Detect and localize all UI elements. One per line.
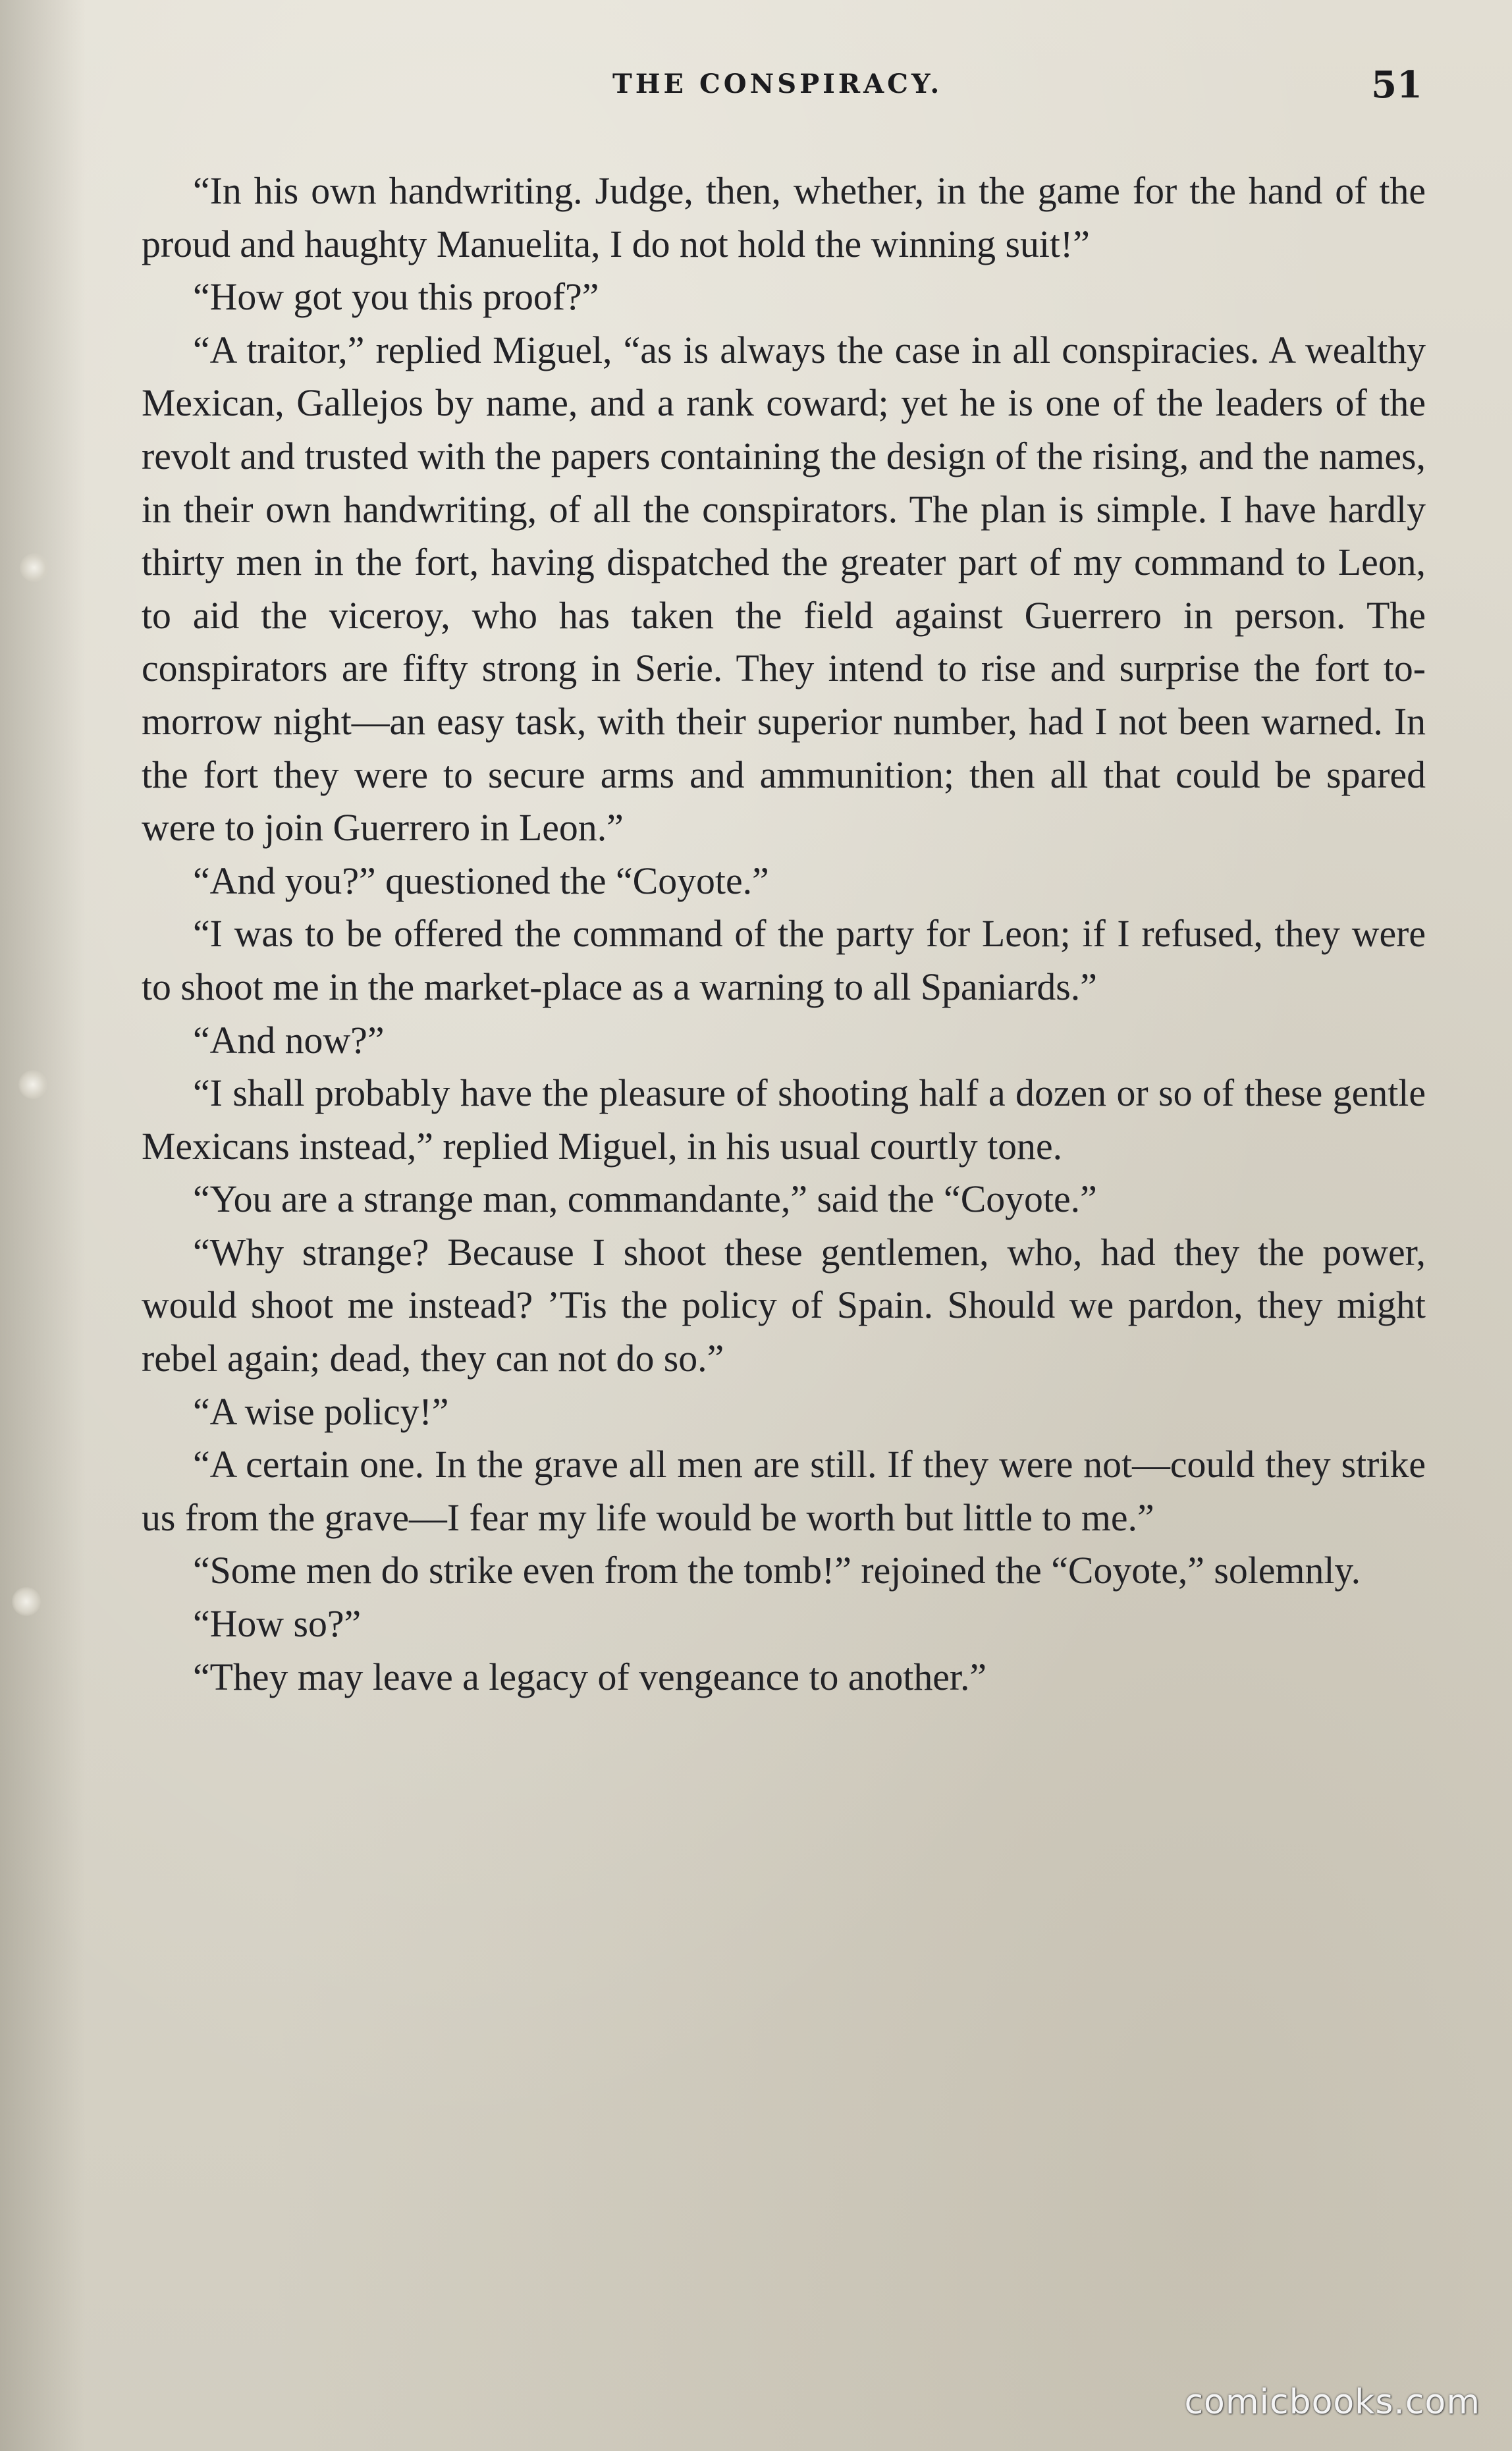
paragraph: “A wise policy!”	[193, 1389, 449, 1433]
paragraph: “I was to be offered the command of the party for Leon; if I refused, they were to shoot me in the market-place as a warning to all Spaniards.”	[142, 912, 1426, 1008]
paper-damage-mark	[20, 553, 49, 582]
paragraph: “And you?” questioned the “Coyote.”	[193, 859, 769, 902]
paragraph: “Why strange? Because I shoot these gentlemen, who, had they the power, would shoot me instead? ’Tis the policy of Spain. Should we pardon, they might rebel again; dead, they can not do so.”	[142, 1230, 1426, 1380]
page-header	[151, 63, 1422, 116]
paragraph: “How so?”	[193, 1602, 362, 1646]
page-gutter-shadow	[0, 0, 86, 2451]
running-title: THE CONSPIRACY.	[612, 68, 943, 99]
paper-damage-mark	[12, 1587, 41, 1616]
page-number: 51	[1371, 63, 1422, 107]
paragraph: “They may leave a legacy of vengeance to another.”	[193, 1655, 987, 1698]
paper-damage-mark	[18, 1070, 47, 1099]
paragraph: “You are a strange man, commandante,” said the “Coyote.”	[193, 1177, 1097, 1221]
paragraph: “How got you this proof?”	[193, 275, 599, 319]
paragraph: “I shall probably have the pleasure of shooting half a dozen or so of these gentle Mexicans instead,” replied Miguel, in his usual courtly tone.	[142, 1071, 1426, 1168]
paragraph: “A traitor,” replied Miguel, “as is always the case in all conspiracies. A wealthy Mexican, Gallejos by name, and a rank coward; yet he is one of the leaders of the revolt and trusted with the papers containing the design of the rising, and the names, in their own handwriting, of all the conspirators. The plan is simple. I have hardly thirty men in the fort, having dispatched the greater part of my command to Leon, to aid the viceroy, who has taken the field against Guerrero in person. The conspirators are fifty strong in Serie. They intend to rise and surprise the fort to-morrow night—an easy task, with their superior number, had I not been warned. In the fort they were to secure arms and ammunition; then all that could be spared were to join Guerrero in Leon.”	[142, 328, 1426, 849]
paragraph: “A certain one. In the grave all men are still. If they were not—could they strike us from the grave—I fear my life would be worth but little to me.”	[142, 1443, 1426, 1539]
body-text	[142, 165, 1426, 1704]
paragraph: “Some men do strike even from the tomb!” rejoined the “Coyote,” solemnly.	[193, 1549, 1361, 1592]
watermark: comicbooks.com	[1184, 2383, 1480, 2422]
paragraph: “And now?”	[193, 1018, 385, 1062]
paragraph: “In his own handwriting. Judge, then, whether, in the game for the hand of the proud and haughty Manuelita, I do not hold the winning suit!”	[142, 169, 1426, 265]
